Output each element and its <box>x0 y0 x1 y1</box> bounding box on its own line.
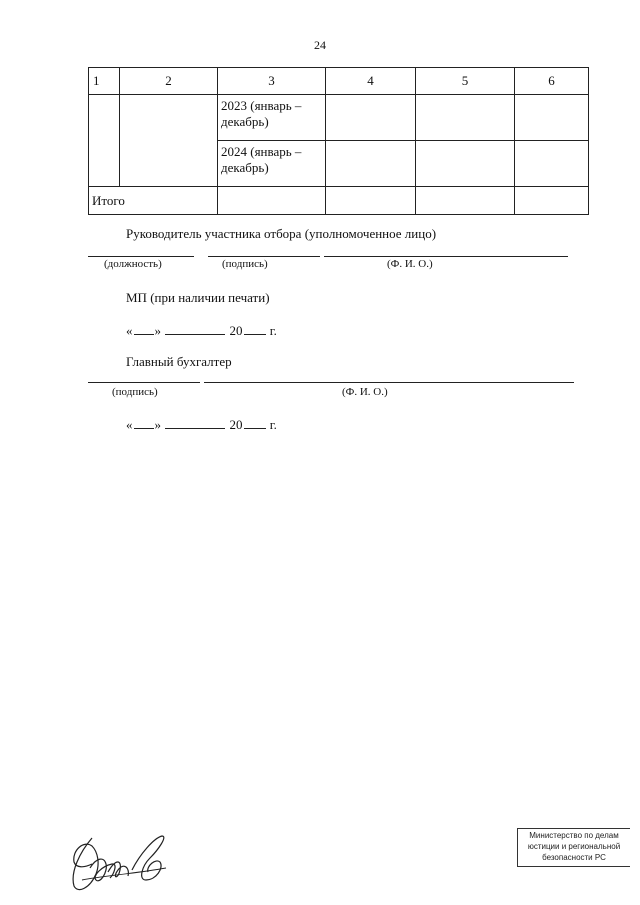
table-cell <box>326 141 416 187</box>
month-blank <box>165 416 225 429</box>
table-cell <box>416 141 515 187</box>
table-cell <box>515 187 589 215</box>
seal-note: МП (при наличии печати) <box>126 290 270 305</box>
manager-date-line <box>126 322 277 339</box>
table-header-cell: 5 <box>416 68 515 95</box>
position-line <box>88 256 194 257</box>
manager-name-caption: (Ф. И. О.) <box>387 258 433 270</box>
table-cell <box>89 95 120 187</box>
position-caption: (должность) <box>104 258 162 270</box>
manager-signature-line <box>208 256 320 257</box>
accountant-date-line <box>126 416 277 433</box>
table-header-cell: 3 <box>218 68 326 95</box>
stamp-line: безопасности РС <box>542 853 606 862</box>
month-blank <box>165 322 225 335</box>
table-cell <box>416 187 515 215</box>
accountant-signature-line <box>88 382 200 383</box>
close-quote: » <box>154 417 161 432</box>
accountant-name-line <box>204 382 574 383</box>
table-header-row <box>89 68 589 95</box>
year-prefix: 20 <box>229 323 243 338</box>
year-blank <box>244 322 266 335</box>
year-suffix: г. <box>269 417 277 432</box>
table-cell <box>326 187 416 215</box>
table-row <box>89 95 589 141</box>
table-header-cell: 6 <box>515 68 589 95</box>
period-cell: 2024 (январь – декабрь) <box>218 141 326 187</box>
stamp-line: юстиции и региональной <box>527 842 621 851</box>
table-cell <box>120 95 218 187</box>
manager-signature-caption: (подпись) <box>222 258 268 270</box>
year-prefix: 20 <box>229 417 243 432</box>
day-blank <box>134 416 154 429</box>
accountant-signature-caption: (подпись) <box>112 386 158 398</box>
ministry-stamp <box>517 828 630 867</box>
manager-title: Руководитель участника отбора (уполномоченное лицо) <box>126 226 437 241</box>
open-quote: « <box>126 417 133 432</box>
open-quote: « <box>126 323 133 338</box>
table-header-cell: 4 <box>326 68 416 95</box>
page-number: 24 <box>314 38 326 52</box>
stamp-line: Министерство по делам <box>529 831 619 840</box>
close-quote: » <box>154 323 161 338</box>
table-cell <box>416 95 515 141</box>
period-cell: 2023 (январь – декабрь) <box>218 95 326 141</box>
table-cell <box>515 141 589 187</box>
year-suffix: г. <box>269 323 277 338</box>
year-blank <box>244 416 266 429</box>
table-header-cell: 1 <box>89 68 120 95</box>
table-header-cell: 2 <box>120 68 218 95</box>
handwritten-signature-icon <box>62 828 174 898</box>
day-blank <box>134 322 154 335</box>
total-label: Итого <box>89 187 218 215</box>
table-cell <box>515 95 589 141</box>
accountant-name-caption: (Ф. И. О.) <box>342 386 388 398</box>
table-cell <box>326 95 416 141</box>
manager-name-line <box>324 256 568 257</box>
table-cell <box>218 187 326 215</box>
accountant-title: Главный бухгалтер <box>126 354 232 369</box>
total-row <box>89 187 589 215</box>
data-table <box>88 67 589 215</box>
